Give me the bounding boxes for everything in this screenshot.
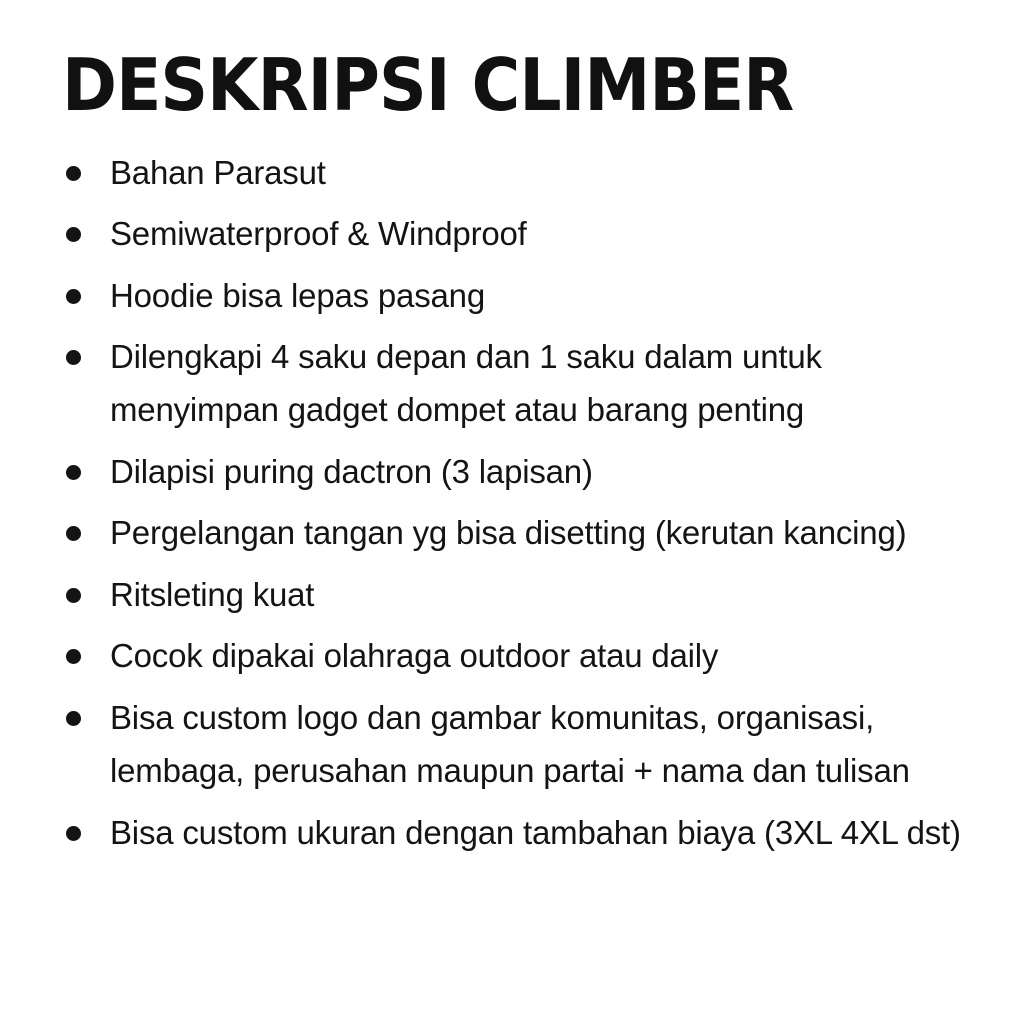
bullet-icon xyxy=(66,588,81,603)
list-item-text: Bahan Parasut xyxy=(110,153,326,191)
list-item-text: Semiwaterproof & Windproof xyxy=(110,215,527,253)
list-item xyxy=(58,146,994,199)
list-item xyxy=(58,445,994,498)
bullet-icon xyxy=(66,711,81,726)
list-item-text: Bisa custom logo dan gambar komunitas, organisasi, lembaga, perusahan maupun partai + nama dan tulisan xyxy=(110,698,910,790)
list-item xyxy=(58,691,994,798)
list-item-text: Pergelangan tangan yg bisa disetting (kerutan kancing) xyxy=(110,514,907,552)
bullet-icon xyxy=(66,465,81,480)
list-item xyxy=(58,330,994,437)
list-item xyxy=(58,207,994,260)
list-item xyxy=(58,269,994,322)
list-item xyxy=(58,506,994,559)
list-item-text: Dilengkapi 4 saku depan dan 1 saku dalam untuk menyimpan gadget dompet atau barang penting xyxy=(110,337,822,429)
list-item xyxy=(58,568,994,621)
description-list xyxy=(58,146,994,859)
bullet-icon xyxy=(66,166,81,181)
bullet-icon xyxy=(66,649,81,664)
bullet-icon xyxy=(66,227,81,242)
bullet-icon xyxy=(66,826,81,841)
list-item-text: Ritsleting kuat xyxy=(110,575,315,613)
list-item-text: Cocok dipakai olahraga outdoor atau daily xyxy=(110,637,719,675)
list-item-text: Bisa custom ukuran dengan tambahan biaya (3XL 4XL dst) xyxy=(110,813,961,851)
list-item xyxy=(58,629,994,682)
bullet-icon xyxy=(66,526,81,541)
page-title: DESKRIPSI CLIMBER xyxy=(62,43,794,127)
bullet-icon xyxy=(66,289,81,304)
list-item-text: Dilapisi puring dactron (3 lapisan) xyxy=(110,452,593,490)
list-item-text: Hoodie bisa lepas pasang xyxy=(110,276,485,314)
bullet-icon xyxy=(66,350,81,365)
list-item xyxy=(58,806,994,859)
